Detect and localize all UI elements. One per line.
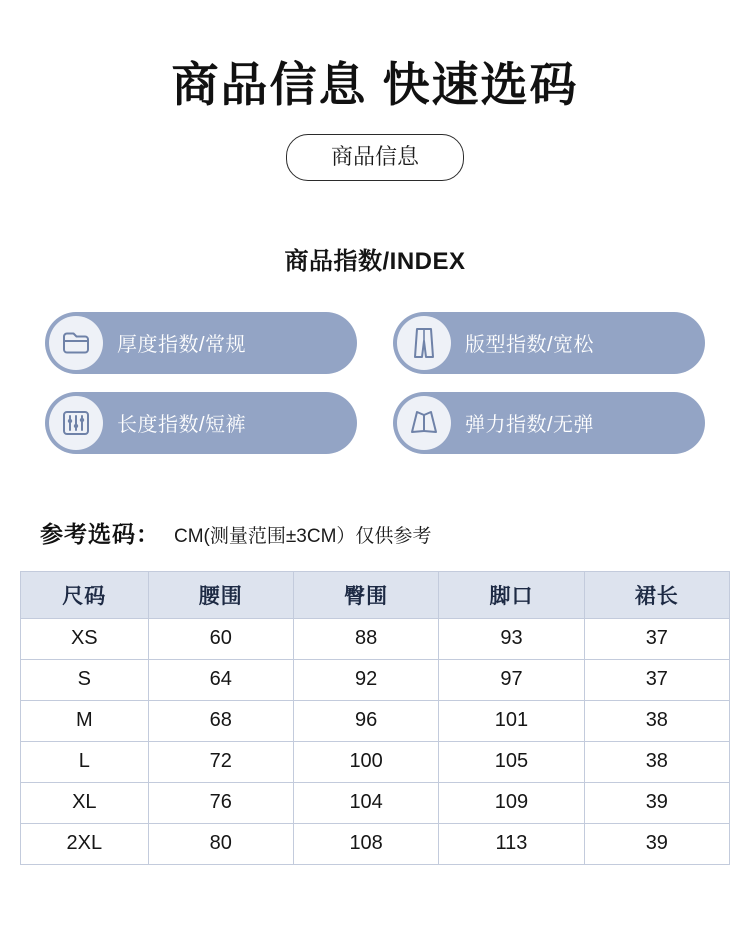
table-cell-length: 39 (584, 823, 729, 864)
table-cell-waist: 76 (148, 782, 293, 823)
index-badge-label: 长度指数/短裤 (117, 414, 247, 437)
table-cell-length: 38 (584, 700, 729, 741)
table-cell-hip: 88 (293, 618, 438, 659)
table-header-cell: 腰围 (148, 571, 293, 618)
table-cell-hip: 100 (293, 741, 438, 782)
index-badge-label: 版型指数/宽松 (465, 334, 595, 357)
index-badge-length (45, 392, 357, 454)
index-badge-label: 弹力指数/无弹 (465, 414, 595, 437)
table-cell-size: L (21, 741, 149, 782)
table-header-cell: 脚口 (439, 571, 584, 618)
table-row (21, 782, 730, 823)
table-cell-waist: 64 (148, 659, 293, 700)
reference-line (0, 516, 750, 549)
table-cell-size: S (21, 659, 149, 700)
table-cell-cuff: 101 (439, 700, 584, 741)
table-header-cell: 裙长 (584, 571, 729, 618)
table-header-cell: 尺码 (21, 571, 149, 618)
index-badge-thickness (45, 312, 357, 374)
table-cell-size: 2XL (21, 823, 149, 864)
table-row (21, 823, 730, 864)
table-cell-cuff: 93 (439, 618, 584, 659)
index-section-heading: 商品指数/INDEX (284, 247, 466, 275)
table-cell-waist: 72 (148, 741, 293, 782)
reference-label: 参考选码： (40, 520, 160, 547)
table-cell-hip: 104 (293, 782, 438, 823)
table-cell-length: 39 (584, 782, 729, 823)
size-chart-table (20, 571, 730, 865)
table-header-cell: 臀围 (293, 571, 438, 618)
table-cell-length: 37 (584, 659, 729, 700)
table-cell-cuff: 105 (439, 741, 584, 782)
folder-icon (49, 316, 103, 370)
table-cell-waist: 80 (148, 823, 293, 864)
pants-icon (397, 316, 451, 370)
reference-note: CM(测量范围±3CM）仅供参考 (174, 525, 432, 547)
table-cell-cuff: 97 (439, 659, 584, 700)
index-badge-grid (45, 312, 705, 454)
table-cell-hip: 96 (293, 700, 438, 741)
table-cell-size: XL (21, 782, 149, 823)
page-title: 商品信息 快速选码 (171, 58, 579, 111)
table-cell-size: XS (21, 618, 149, 659)
index-badge-fit (393, 312, 705, 374)
ruler-icon (49, 396, 103, 450)
table-cell-length: 37 (584, 618, 729, 659)
section-pill-container (0, 134, 750, 181)
table-cell-hip: 92 (293, 659, 438, 700)
table-cell-cuff: 109 (439, 782, 584, 823)
table-header-row (21, 571, 730, 618)
index-badge-label: 厚度指数/常规 (117, 334, 247, 357)
table-row (21, 659, 730, 700)
table-cell-waist: 68 (148, 700, 293, 741)
table-row (21, 700, 730, 741)
table-cell-size: M (21, 700, 149, 741)
table-cell-waist: 60 (148, 618, 293, 659)
table-cell-length: 38 (584, 741, 729, 782)
table-row (21, 741, 730, 782)
table-cell-cuff: 113 (439, 823, 584, 864)
elastic-icon (397, 396, 451, 450)
table-row (21, 618, 730, 659)
index-badge-elasticity (393, 392, 705, 454)
section-pill-label: 商品信息 (286, 134, 464, 181)
table-cell-hip: 108 (293, 823, 438, 864)
